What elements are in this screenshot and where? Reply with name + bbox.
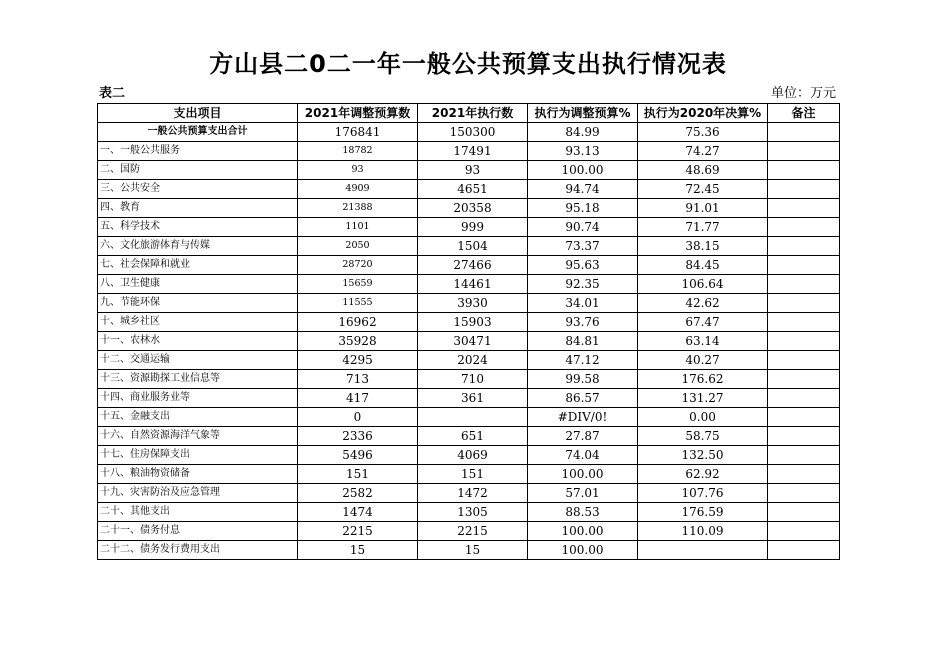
adjusted-budget-cell: 2582 — [298, 484, 418, 503]
expenditure-table — [97, 103, 840, 560]
adjusted-budget-cell: 1474 — [298, 503, 418, 522]
adjusted-budget-cell: 93 — [298, 161, 418, 180]
execution-cell: 20358 — [418, 199, 528, 218]
table-row — [98, 465, 840, 484]
adjusted-budget-cell: 4295 — [298, 351, 418, 370]
note-cell — [768, 237, 840, 256]
execution-cell: 361 — [418, 389, 528, 408]
execution-cell: 1504 — [418, 237, 528, 256]
pct-2020-cell: 176.59 — [638, 503, 768, 522]
pct-budget-cell: 47.12 — [528, 351, 638, 370]
note-cell — [768, 161, 840, 180]
note-cell — [768, 256, 840, 275]
note-cell — [768, 199, 840, 218]
item-name-cell: 三、公共安全 — [98, 180, 298, 199]
adjusted-budget-cell: 417 — [298, 389, 418, 408]
adjusted-budget-cell: 5496 — [298, 446, 418, 465]
table-row — [98, 522, 840, 541]
header-adjusted-budget: 2021年调整预算数 — [298, 104, 418, 123]
pct-budget-cell: 88.53 — [528, 503, 638, 522]
pct-2020-cell: 72.45 — [638, 180, 768, 199]
pct-2020-cell: 67.47 — [638, 313, 768, 332]
header-pct-budget: 执行为调整预算% — [528, 104, 638, 123]
pct-budget-cell: 100.00 — [528, 161, 638, 180]
adjusted-budget-cell: 4909 — [298, 180, 418, 199]
table-row — [98, 389, 840, 408]
execution-cell: 151 — [418, 465, 528, 484]
item-name-cell: 一、一般公共服务 — [98, 142, 298, 161]
note-cell — [768, 446, 840, 465]
note-cell — [768, 123, 840, 142]
pct-2020-cell: 132.50 — [638, 446, 768, 465]
item-name-cell: 十二、交通运输 — [98, 351, 298, 370]
adjusted-budget-cell: 176841 — [298, 123, 418, 142]
table-row — [98, 332, 840, 351]
table-row — [98, 484, 840, 503]
table-row — [98, 408, 840, 427]
pct-budget-cell: 100.00 — [528, 541, 638, 560]
pct-2020-cell: 106.64 — [638, 275, 768, 294]
adjusted-budget-cell: 21388 — [298, 199, 418, 218]
pct-2020-cell: 84.45 — [638, 256, 768, 275]
execution-cell: 14461 — [418, 275, 528, 294]
pct-budget-cell: 90.74 — [528, 218, 638, 237]
adjusted-budget-cell: 2215 — [298, 522, 418, 541]
page-title: 方山县二0二一年一般公共预算支出执行情况表 — [209, 50, 727, 78]
pct-budget-cell: 73.37 — [528, 237, 638, 256]
pct-2020-cell: 58.75 — [638, 427, 768, 446]
pct-budget-cell: 74.04 — [528, 446, 638, 465]
item-name-cell: 十一、农林水 — [98, 332, 298, 351]
pct-2020-cell: 0.00 — [638, 408, 768, 427]
pct-2020-cell: 48.69 — [638, 161, 768, 180]
pct-budget-cell: 27.87 — [528, 427, 638, 446]
pct-budget-cell: 84.81 — [528, 332, 638, 351]
note-cell — [768, 332, 840, 351]
execution-cell — [418, 408, 528, 427]
note-cell — [768, 427, 840, 446]
pct-budget-cell: 100.00 — [528, 522, 638, 541]
item-name-cell: 六、文化旅游体育与传媒 — [98, 237, 298, 256]
header-execution: 2021年执行数 — [418, 104, 528, 123]
note-cell — [768, 313, 840, 332]
note-cell — [768, 370, 840, 389]
note-cell — [768, 522, 840, 541]
pct-budget-cell: 93.13 — [528, 142, 638, 161]
pct-budget-cell: 99.58 — [528, 370, 638, 389]
pct-2020-cell: 176.62 — [638, 370, 768, 389]
adjusted-budget-cell: 0 — [298, 408, 418, 427]
table-row — [98, 275, 840, 294]
execution-cell: 93 — [418, 161, 528, 180]
pct-budget-cell: 84.99 — [528, 123, 638, 142]
note-cell — [768, 351, 840, 370]
pct-2020-cell: 40.27 — [638, 351, 768, 370]
item-name-cell: 十六、自然资源海洋气象等 — [98, 427, 298, 446]
execution-cell: 4651 — [418, 180, 528, 199]
item-name-cell: 十四、商业服务业等 — [98, 389, 298, 408]
table-row — [98, 218, 840, 237]
pct-budget-cell: 94.74 — [528, 180, 638, 199]
item-name-cell: 十九、灾害防治及应急管理 — [98, 484, 298, 503]
table-row — [98, 446, 840, 465]
note-cell — [768, 484, 840, 503]
execution-cell: 30471 — [418, 332, 528, 351]
pct-budget-cell: 86.57 — [528, 389, 638, 408]
item-name-cell: 二十、其他支出 — [98, 503, 298, 522]
item-name-cell: 二、国防 — [98, 161, 298, 180]
item-name-cell: 一般公共预算支出合计 — [98, 123, 298, 142]
table-row — [98, 351, 840, 370]
pct-2020-cell: 91.01 — [638, 199, 768, 218]
execution-cell: 1305 — [418, 503, 528, 522]
table-row — [98, 256, 840, 275]
pct-2020-cell: 75.36 — [638, 123, 768, 142]
execution-cell: 15 — [418, 541, 528, 560]
item-name-cell: 七、社会保障和就业 — [98, 256, 298, 275]
table-row — [98, 313, 840, 332]
execution-cell: 2024 — [418, 351, 528, 370]
pct-budget-cell: 95.63 — [528, 256, 638, 275]
item-name-cell: 四、教育 — [98, 199, 298, 218]
note-cell — [768, 180, 840, 199]
note-cell — [768, 218, 840, 237]
execution-cell: 1472 — [418, 484, 528, 503]
pct-2020-cell: 131.27 — [638, 389, 768, 408]
adjusted-budget-cell: 1101 — [298, 218, 418, 237]
pct-budget-cell: 57.01 — [528, 484, 638, 503]
execution-cell: 651 — [418, 427, 528, 446]
item-name-cell: 十七、住房保障支出 — [98, 446, 298, 465]
note-cell — [768, 503, 840, 522]
table-row — [98, 142, 840, 161]
execution-cell: 17491 — [418, 142, 528, 161]
adjusted-budget-cell: 28720 — [298, 256, 418, 275]
table-body — [98, 123, 840, 560]
item-name-cell: 二十一、债务付息 — [98, 522, 298, 541]
note-cell — [768, 142, 840, 161]
pct-budget-cell: #DIV/0! — [528, 408, 638, 427]
item-name-cell: 十、城乡社区 — [98, 313, 298, 332]
note-cell — [768, 389, 840, 408]
adjusted-budget-cell: 2336 — [298, 427, 418, 446]
execution-cell: 27466 — [418, 256, 528, 275]
adjusted-budget-cell: 11555 — [298, 294, 418, 313]
pct-2020-cell: 107.76 — [638, 484, 768, 503]
item-name-cell: 二十二、债务发行费用支出 — [98, 541, 298, 560]
table-row — [98, 237, 840, 256]
total-row — [98, 123, 840, 142]
table-row — [98, 180, 840, 199]
item-name-cell: 十三、资源勘探工业信息等 — [98, 370, 298, 389]
pct-budget-cell: 34.01 — [528, 294, 638, 313]
table-header-row — [98, 104, 840, 123]
execution-cell: 15903 — [418, 313, 528, 332]
adjusted-budget-cell: 15659 — [298, 275, 418, 294]
header-pct-2020: 执行为2020年决算% — [638, 104, 768, 123]
table-row — [98, 503, 840, 522]
pct-budget-cell: 93.76 — [528, 313, 638, 332]
unit-label: 单位：万元 — [770, 86, 836, 101]
table-row — [98, 199, 840, 218]
pct-2020-cell: 74.27 — [638, 142, 768, 161]
table-number: 表二 — [99, 86, 126, 101]
execution-cell: 2215 — [418, 522, 528, 541]
note-cell — [768, 294, 840, 313]
note-cell — [768, 541, 840, 560]
execution-cell: 710 — [418, 370, 528, 389]
pct-budget-cell: 95.18 — [528, 199, 638, 218]
table-row — [98, 161, 840, 180]
adjusted-budget-cell: 151 — [298, 465, 418, 484]
pct-2020-cell: 62.92 — [638, 465, 768, 484]
execution-cell: 999 — [418, 218, 528, 237]
pct-2020-cell: 110.09 — [638, 522, 768, 541]
pct-2020-cell: 38.15 — [638, 237, 768, 256]
adjusted-budget-cell: 35928 — [298, 332, 418, 351]
pct-budget-cell: 92.35 — [528, 275, 638, 294]
table-row — [98, 294, 840, 313]
adjusted-budget-cell: 713 — [298, 370, 418, 389]
execution-cell: 4069 — [418, 446, 528, 465]
pct-2020-cell: 42.62 — [638, 294, 768, 313]
execution-cell: 150300 — [418, 123, 528, 142]
note-cell — [768, 465, 840, 484]
table-row — [98, 427, 840, 446]
pct-budget-cell: 100.00 — [528, 465, 638, 484]
item-name-cell: 九、节能环保 — [98, 294, 298, 313]
adjusted-budget-cell: 15 — [298, 541, 418, 560]
execution-cell: 3930 — [418, 294, 528, 313]
adjusted-budget-cell: 2050 — [298, 237, 418, 256]
item-name-cell: 八、卫生健康 — [98, 275, 298, 294]
note-cell — [768, 408, 840, 427]
header-item: 支出项目 — [98, 104, 298, 123]
adjusted-budget-cell: 18782 — [298, 142, 418, 161]
table-row — [98, 370, 840, 389]
item-name-cell: 五、科学技术 — [98, 218, 298, 237]
pct-2020-cell — [638, 541, 768, 560]
item-name-cell: 十五、金融支出 — [98, 408, 298, 427]
table-row — [98, 541, 840, 560]
pct-2020-cell: 71.77 — [638, 218, 768, 237]
header-note: 备注 — [768, 104, 840, 123]
note-cell — [768, 275, 840, 294]
pct-2020-cell: 63.14 — [638, 332, 768, 351]
adjusted-budget-cell: 16962 — [298, 313, 418, 332]
item-name-cell: 十八、粮油物资储备 — [98, 465, 298, 484]
